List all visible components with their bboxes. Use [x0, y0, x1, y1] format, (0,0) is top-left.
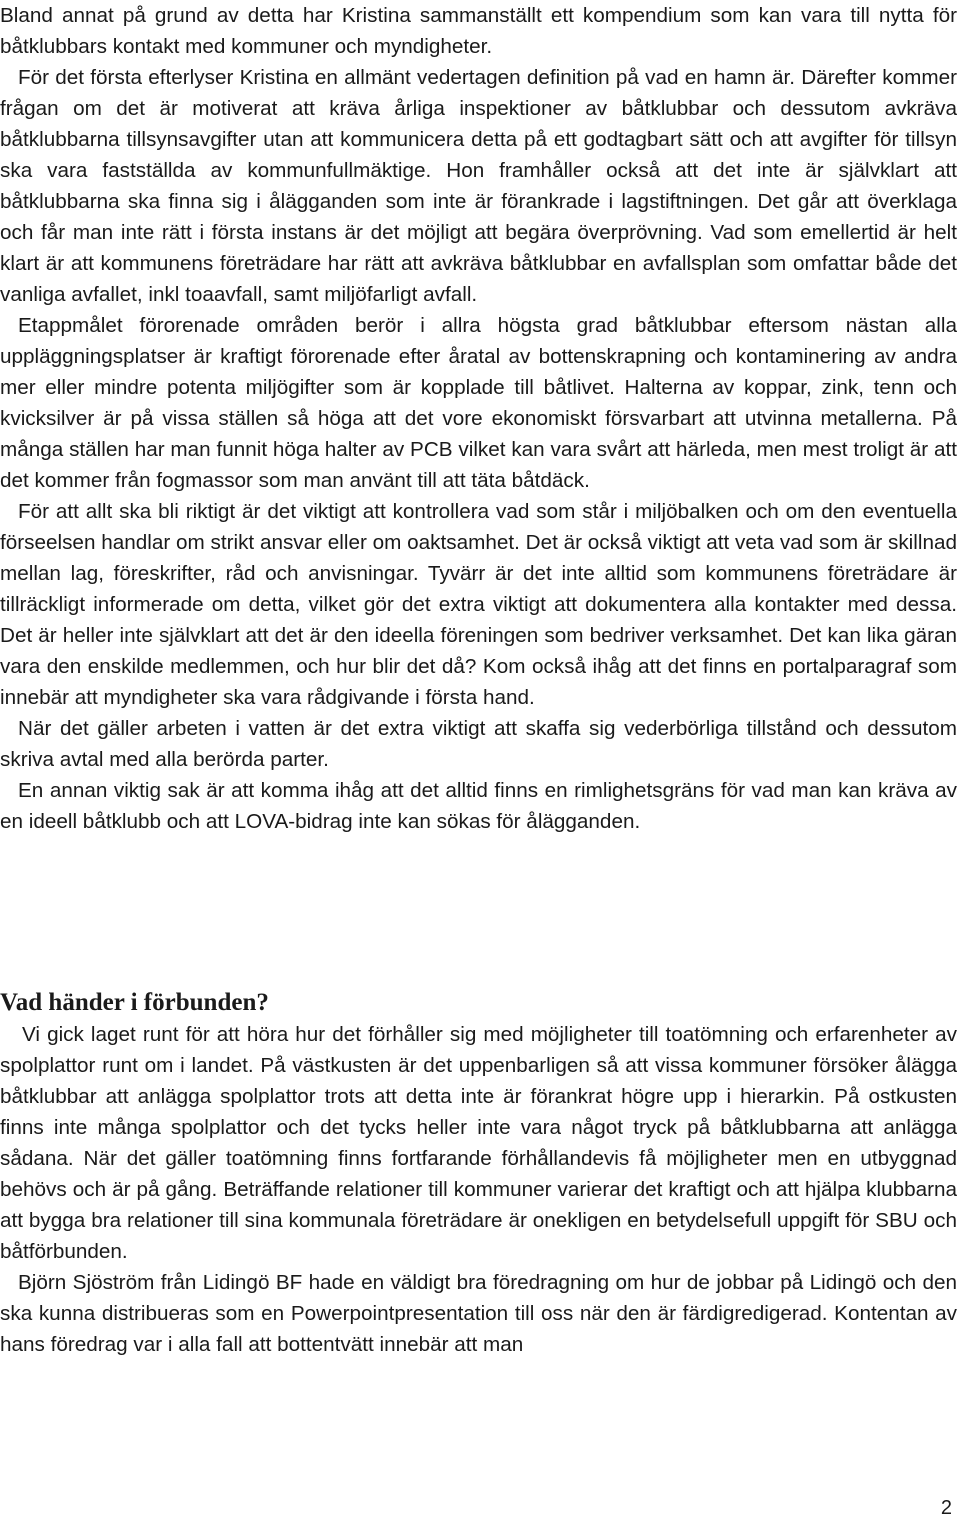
paragraph-kompendium: Bland annat på grund av detta har Kristina sammanställt ett kompendium som kan vara till nytta för båtklubbars kontakt med kommuner och myndigheter. [0, 4, 957, 58]
paragraph-miljobalken: För att allt ska bli riktigt är det viktigt att kontrollera vad som står i miljöbalken och om den eventuella förseelsen handlar om strikt ansvar eller om oaktsamhet. Det är också viktigt att veta vad som är skillnad mellan lag, föreskrifter, råd och anvisningar. Tyvärr är det inte alltid som kommunens företrädare är tillräckligt informerade om detta, vilket gör det extra viktigt att dokumentera alla kontakter med dessa. Det är heller inte självklart att det är den ideella föreningen som bedriver verksamhet. Det kan lika gäran vara den enskilde medlemmen, och hur blir det då? Kom också ihåg att det finns en portalparagraf som innebär att myndigheter ska vara rådgivande i första hand. [0, 500, 957, 709]
paragraph-rimlighetsgrans: En annan viktig sak är att komma ihåg att det alltid finns en rimlighetsgräns för vad man kan kräva av en ideell båtklubb och att LOVA-bidrag inte kan sökas för ålägganden. [0, 779, 957, 833]
paragraph-fororenade-omraden: Etappmålet förorenade områden berör i allra högsta grad båtklubbar eftersom nästan alla uppläggningsplatser är kraftigt förorenade efter åratal av bottenskrapning och kontaminering av andra mer eller mindre potenta miljögifter som är kopplade till båtlivet. Halterna av koppar, zink, tenn och kvicksilver är på vissa ställen så höga att det vore ekonomiskt försvarbart att utvinna metallerna. På många ställen har man funnit höga halter av PCB vilket kan vara svårt att härleda, men mest troligt är att det kommer från fogmassor som man använt till att täta båtdäck. [0, 314, 957, 492]
page-number: 2 [940, 1497, 952, 1519]
section-heading: Vad händer i förbunden? [0, 989, 269, 1016]
section-2-body [0, 1019, 957, 1360]
paragraph-definition-hamn: För det första efterlyser Kristina en allmänt vedertagen definition på vad en hamn är. Därefter kommer frågan om det är motiverat att kräva årliga inspektioner av båtklubbar och dessutom avkräva båtklubbarna tillsynsavgifter utan att kommunicera detta på ett godtagbart sätt och att avgifter för tillsyn ska vara fastställda av kommunfullmäktige. Hon framhåller också att det inte är självklart att båtklubbarna ska finna sig i ålägganden som inte är förankrade i lagstiftningen. Det går att överklaga och får man inte rätt i första instans är det möjligt att begära överprövning. Vad som emellertid är helt klart är att kommunens företrädare har rätt att avkräva båtklubbar en avfallsplan som omfattar både det vanliga avfallet, inkl toaavfall, samt miljöfarligt avfall. [0, 66, 957, 306]
paragraph-lidingo-bf: Björn Sjöström från Lidingö BF hade en väldigt bra föredragning om hur de jobbar på Lidingö och den ska kunna distribueras som en Powerpointpresentation till oss när den är färdigredigerad. Kontentan av hans föredrag var i alla fall att bottentvätt innebär att man [0, 1271, 957, 1356]
paragraph-laget-runt: Vi gick laget runt för att höra hur det förhåller sig med möjligheter till toatömning och erfarenheter av spolplattor runt om i landet. På västkusten är det uppenbarligen så att vissa kommuner försöker ålägga båtklubbar att anlägga spolplattor trots att detta inte är förankrat högre upp i hierarkin. På ostkusten finns inte många spolplattor och det tycks heller inte vara något tryck på båtklubbarna att anlägga sådana. När det gäller toatömning finns fortfarande förhållandevis få möjligheter men en utbyggnad behövs och är på gång. Beträffande relationer till kommuner varierar det kraftigt och att hjälpa klubbarna att bygga bra relationer till sina kommunala företrädare är onekligen en betydelsefull uppgift för SBU och båtförbunden. [0, 1023, 957, 1263]
paragraph-arbeten-i-vatten: När det gäller arbeten i vatten är det extra viktigt att skaffa sig vederbörliga tillstånd och dessutom skriva avtal med alla berörda parter. [0, 717, 957, 771]
